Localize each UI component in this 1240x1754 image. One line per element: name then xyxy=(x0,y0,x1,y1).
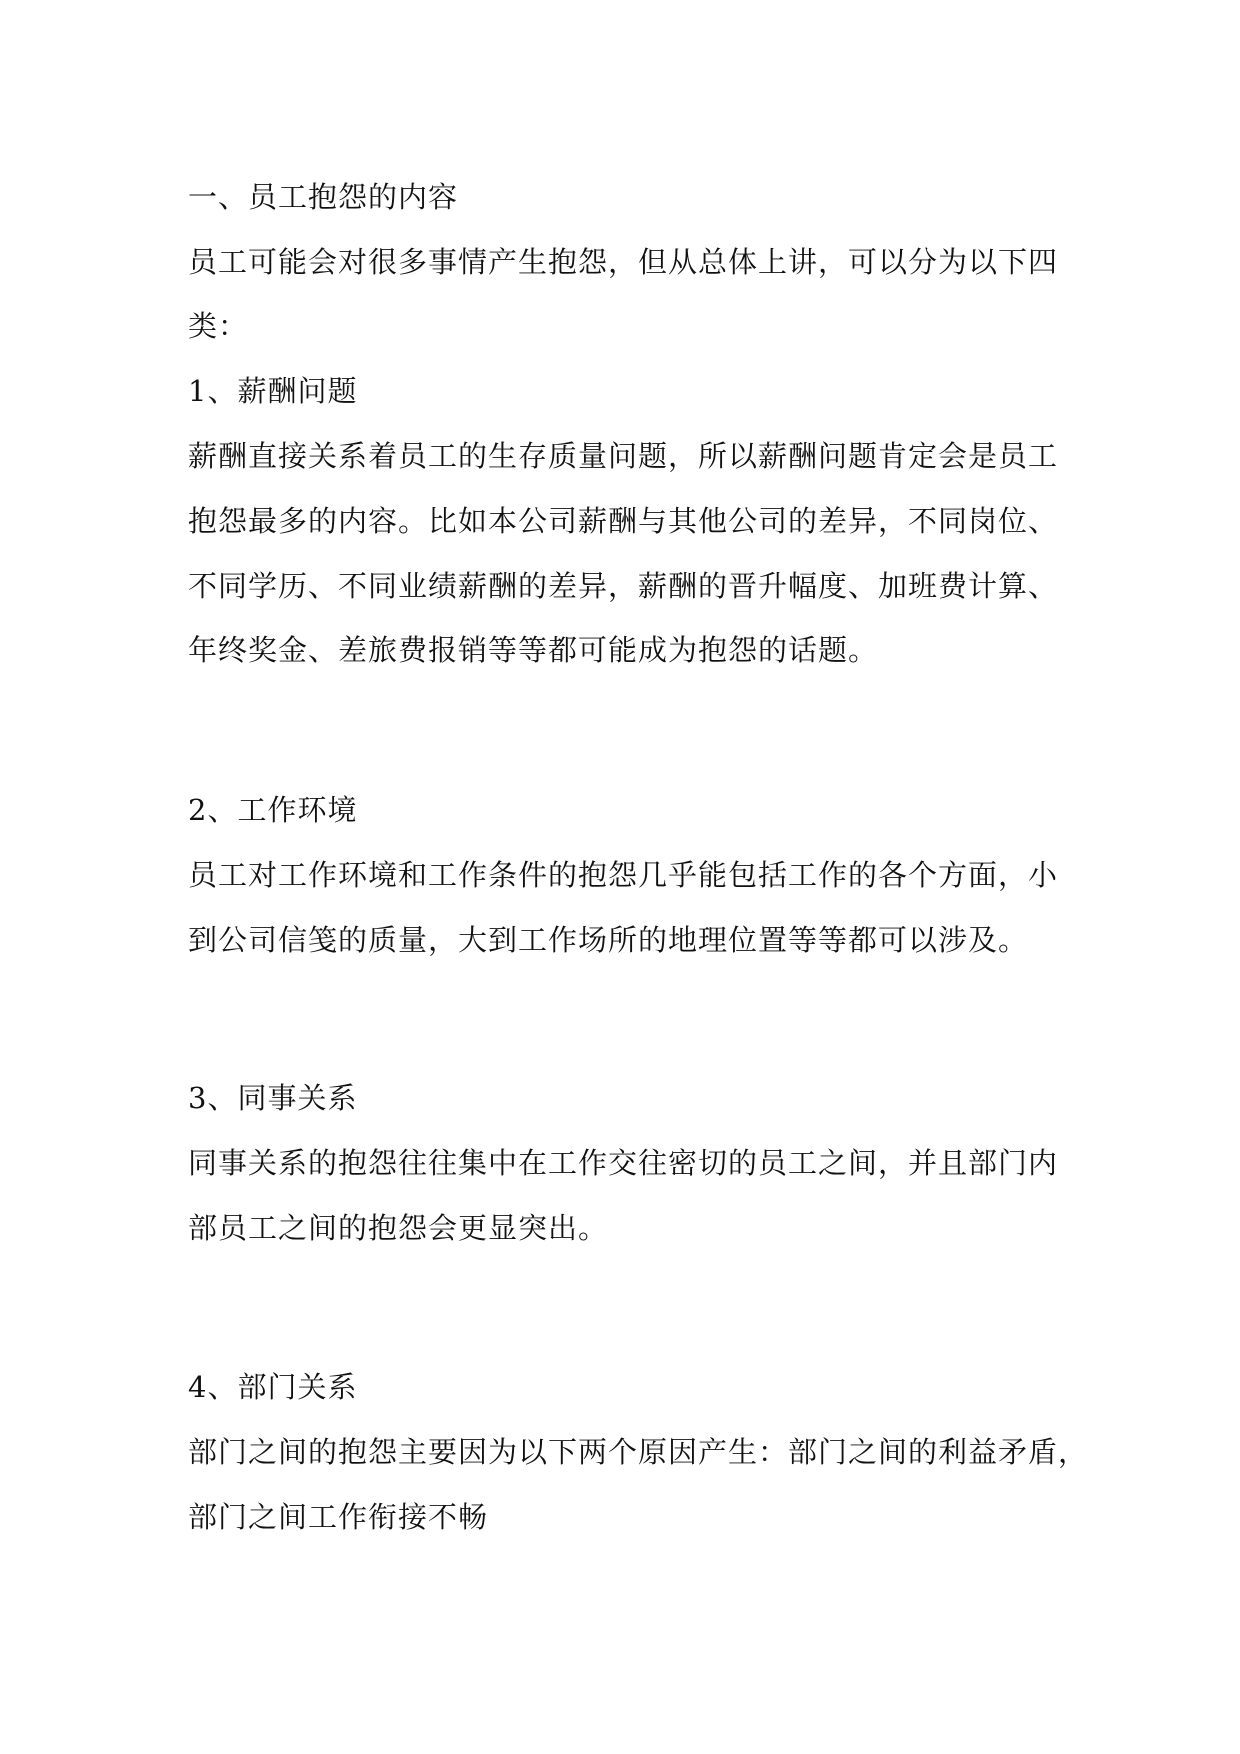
paragraph-line: 薪酬直接关系着员工的生存质量问题，所以薪酬问题肯定会是员工 xyxy=(188,439,1059,473)
paragraph-line: 同事关系的抱怨往往集中在工作交往密切的员工之间，并且部门内 xyxy=(188,1146,1059,1180)
section-heading: 一、员工抱怨的内容 xyxy=(188,180,459,214)
subheading-colleagues: 3、同事关系 xyxy=(188,1081,358,1115)
subheading-environment: 2、工作环境 xyxy=(188,793,358,827)
paragraph-line: 年终奖金、差旅费报销等等都可能成为抱怨的话题。 xyxy=(188,633,879,667)
paragraph-line: 部员工之间的抱怨会更显突出。 xyxy=(188,1211,609,1245)
paragraph-line: 类： xyxy=(188,309,249,343)
subheading-departments: 4、部门关系 xyxy=(188,1370,358,1404)
paragraph-line: 抱怨最多的内容。比如本公司薪酬与其他公司的差异，不同岗位、 xyxy=(188,504,1059,538)
paragraph-line: 不同学历、不同业绩薪酬的差异，薪酬的晋升幅度、加班费计算、 xyxy=(188,569,1059,603)
paragraph-line: 部门之间工作衔接不畅 xyxy=(188,1500,489,1534)
paragraph-line: 到公司信笺的质量，大到工作场所的地理位置等等都可以涉及。 xyxy=(188,923,1029,957)
subheading-salary: 1、薪酬问题 xyxy=(188,374,358,408)
paragraph-line: 员工可能会对很多事情产生抱怨，但从总体上讲，可以分为以下四 xyxy=(188,245,1059,279)
paragraph-line: 员工对工作环境和工作条件的抱怨几乎能包括工作的各个方面，小 xyxy=(188,858,1059,892)
paragraph-line: 部门之间的抱怨主要因为以下两个原因产生：部门之间的利益矛盾， xyxy=(188,1435,1089,1469)
